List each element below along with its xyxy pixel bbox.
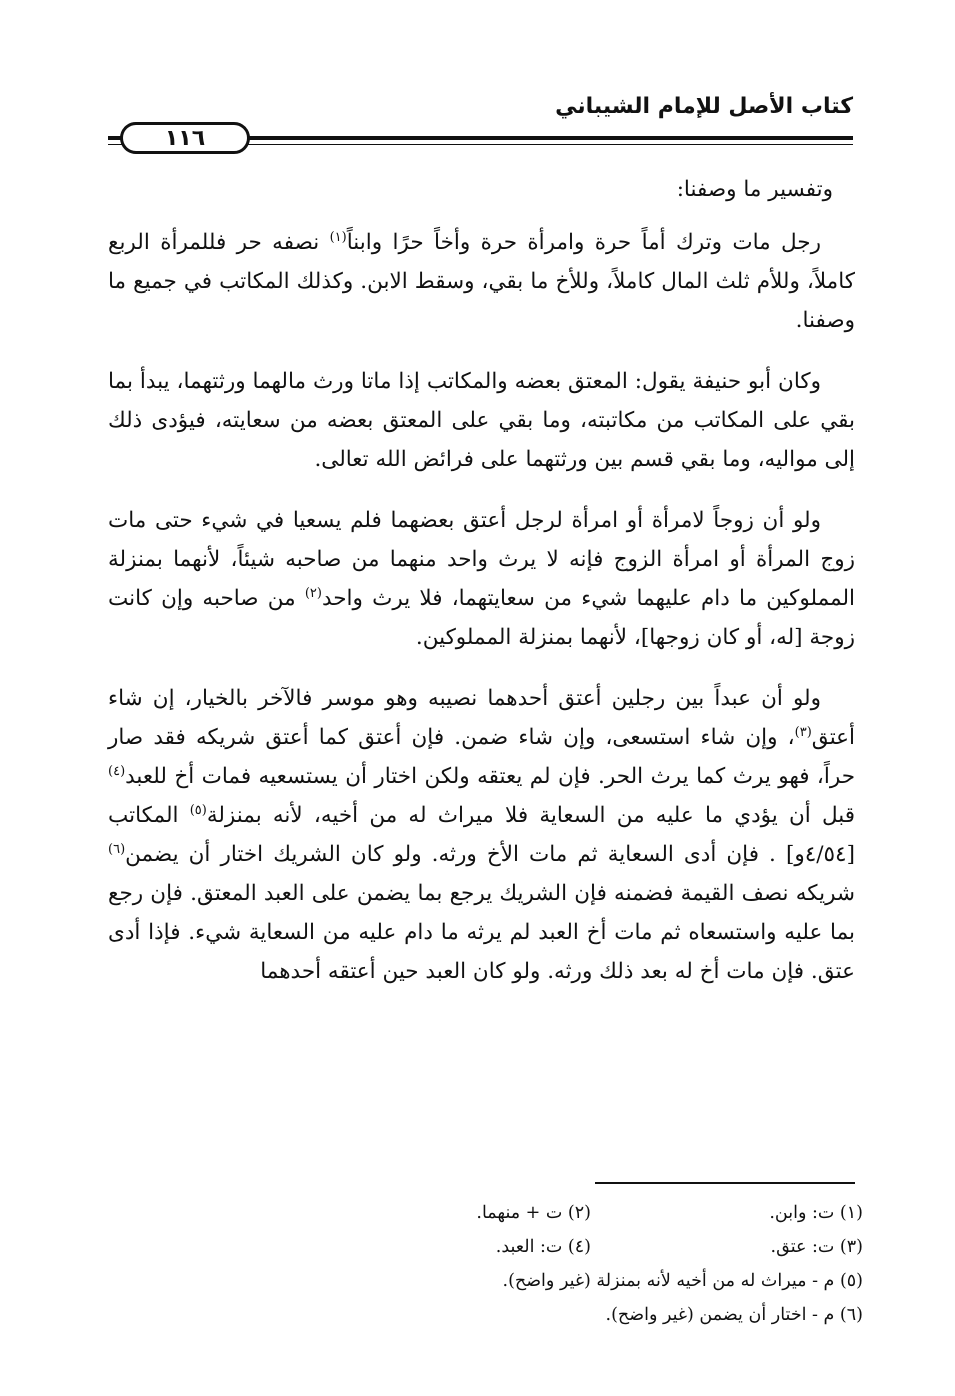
paragraph	[108, 362, 855, 479]
footnote-row	[300, 1196, 863, 1230]
footnote-1: (١) ت: وابن.	[769, 1203, 863, 1223]
paragraph-text: نصفه حر فللمرأة الربع كاملاً، وللأم ثلث المال كاملاً، وللأخ ما بقي، وسقط الابن. وكذلك المكاتب في جميع ما وصفنا.	[108, 230, 855, 333]
paragraph-text: ، وإن شاء استسعى، وإن شاء ضمن. فإن أعتق كما أعتق شريكه فقد صار حراً، فهو يرث كما يرث الحر. فإن لم يعتقه ولكن اختار أن يستسعيه فمات أخ للعبد	[108, 725, 855, 789]
footnote-divider	[595, 1182, 855, 1184]
footnote-row	[300, 1264, 863, 1298]
footnote-ref: (٣)	[794, 724, 812, 740]
page-header	[108, 72, 853, 162]
footnote-ref: (٥)	[189, 802, 207, 818]
footnote-3: (٣) ت: عتق.	[770, 1237, 863, 1257]
paragraph-text: شريكه نصف القيمة فضمنه فإن الشريك يرجع بما يضمن على العبد المعتق. فإن رجع بما عليه واستسعاه ثم مات أخ العبد لم يرثه ما دام عليه من السعاية شيء. فإذا أدى عتق. فإن مات أخ له بعد ذلك ورثه. ولو كان العبد حين أعتقه أحدهما	[108, 881, 855, 984]
page-number: ١١٦	[164, 125, 206, 151]
paragraph	[108, 223, 855, 340]
footnote-2: (٢) ت + منهما.	[476, 1203, 591, 1223]
paragraph-text: المكاتب [٤/٥٤و] . فإن أدى السعاية ثم مات الأخ ورثه. ولو كان الشريك اختار أن يضمن	[108, 803, 855, 867]
footnote-5: (٥) م - ميراث له من أخيه لأنه بمنزلة (غير واضح).	[502, 1271, 863, 1291]
footnotes	[300, 1196, 863, 1332]
footnote-6: (٦) م - اختار أن يضمن (غير واضح).	[605, 1305, 863, 1325]
footnote-ref: (٤)	[108, 763, 126, 779]
paragraph-text: ولو أن زوجاً لامرأة أو امرأة لرجل أعتق بعضهما فلم يسعيا في شيء حتى مات زوج المرأة أو امرأة الزوج فإنه لا يرث واحد منهما من صاحبه شيئاً، لأنهما بمنزلة المملوكين ما دام عليهما شيء من سعايتهما، فلا يرث واحد	[108, 508, 856, 611]
paragraph-text: قبل أن يؤدي ما عليه من السعاية فلا ميراث له من أخيه، لأنه بمنزلة	[206, 803, 855, 828]
footnote-4: (٤) ت: العبد.	[495, 1237, 591, 1257]
paragraph-text: من صاحبه وإن كانت زوجة [له، أو كان زوجها]، لأنهما بمنزلة المملوكين.	[108, 586, 855, 650]
book-title: كتاب الأصل للإمام الشيباني	[555, 94, 853, 119]
main-text	[108, 170, 855, 1013]
paragraph	[108, 501, 855, 657]
footnote-row	[300, 1230, 863, 1264]
paragraph	[108, 170, 855, 209]
footnote-ref: (٦)	[108, 841, 126, 857]
footnote-ref: (١)	[329, 229, 347, 245]
paragraph-text: ولو أن عبداً بين رجلين أعتق أحدهما نصيبه وهو موسر فالآخر بالخيار، إن شاء أعتق	[108, 686, 855, 750]
paragraph	[108, 679, 855, 991]
footnote-row	[300, 1298, 863, 1332]
paragraph-text: وتفسير ما وصفنا:	[676, 177, 833, 202]
paragraph-text: رجل مات وترك أماً حرة وامرأة حرة وأخاً حرًا وابناً	[346, 230, 821, 255]
page-number-badge	[120, 122, 250, 154]
footnote-ref: (٢)	[304, 585, 322, 601]
paragraph-text: وكان أبو حنيفة يقول: المعتق بعضه والمكاتب إذا ماتا ورث مالهما ورثتهما، يبدأ بما بقي على المكاتب من مكاتبته، وما بقي على المعتق بعضه من سعايته، فيؤدى ذلك إلى مواليه، وما بقي قسم بين ورثتهما على فرائض الله تعالى.	[108, 369, 855, 472]
